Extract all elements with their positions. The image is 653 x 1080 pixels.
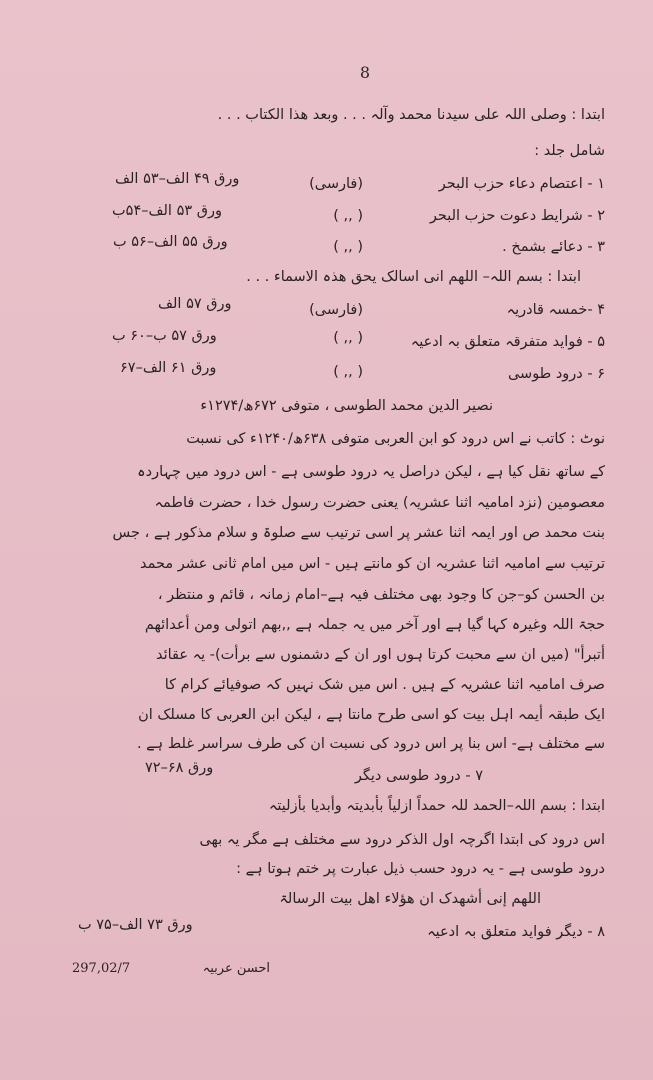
item-6-folio: ورق ۶۱ الف–۶۷ [120, 360, 217, 376]
author-line: نصیر الدین محمد الطوسی ، متوفی ۶۷۲ھ/۱۲۷۴ء [200, 398, 493, 414]
note-line-5: ترتیب سے امامیہ اثنا عشریہ ان کو مانتے ہیں - اس میں امام ثانی عشر محمد [140, 556, 605, 572]
item-6-lang: ( ,, ) [333, 364, 363, 380]
item-5-lang: ( ,, ) [333, 330, 363, 346]
item-1-lang: (فارسی) [309, 176, 363, 192]
para7-line-1: اس درود کی ابتدا اگرچہ اول الذکر درود سے مختلف ہے مگر یہ بھی [199, 832, 605, 848]
note-line-9: صرف امامیہ اثنا عشریہ کے ہیں . اس میں شک نہیں کہ صوفیائے کرام کا [164, 677, 605, 693]
note-line-11: سے مختلف ہے- اس بنا پر اس درود کی نسبت ان کی طرف سراسر غلط ہے . [136, 736, 605, 752]
note-line-6: بن الحسن کو–جن کا وجود بھی مختلف فیہ ہے–امام زمانہ ، قائم و منتظر ، [157, 587, 605, 603]
item-3-folio: ورق ۵۵ الف–۵۶ ب [113, 234, 228, 250]
footer-collection: احسن عربیہ [202, 961, 270, 976]
contains-label: شامل جلد : [534, 143, 605, 159]
note-line-1: نوٹ : کاتب نے اس درود کو ابن العربی متوفی ۶۳۸ھ/۱۲۴۰ء کی نسبت [186, 431, 605, 447]
item-2-lang: ( ,, ) [333, 208, 363, 224]
item-5-folio: ورق ۵۷ ب–۶۰ ب [112, 328, 217, 344]
item-1-title: ۱ - اعتصام دعاء حزب البحر [438, 176, 605, 192]
note-line-4: بنت محمد ص اور ایمہ اثنا عشر پر اسی ترتیب سے صلوۃ و سلام مذکور ہے ، جس [112, 525, 605, 541]
opening-item-3: ابتدا : بسم اللہ– اللھم انی اسالک یحق ھذہ الاسماء . . . [246, 269, 581, 285]
note-line-8: أتبرأ" (میں ان سے محبت کرتا ہوں اور ان کے دشمنوں سے برأت)- یہ عقائد [155, 647, 605, 663]
item-1-folio: ورق ۴۹ الف–۵۳ الف [115, 171, 240, 187]
para7-line-2: درود طوسی ہے - یہ درود حسب ذیل عبارت پر ختم ہوتا ہے : [236, 861, 605, 877]
item-3-lang: ( ,, ) [333, 239, 363, 255]
item-2-title: ۲ - شرایط دعوت حزب البحر [429, 208, 605, 224]
item-4-lang: (فارسی) [309, 302, 363, 318]
note-line-3: معصومین (نزد امامیہ اثنا عشریہ) یعنی حضرت رسول خدا ، حضرت فاطمہ [154, 495, 605, 511]
item-7-title: ۷ - درود طوسی دیگر [354, 768, 483, 784]
item-5-title: ۵ - فواید متفرقہ متعلق بہ ادعیہ [410, 334, 605, 350]
item-4-folio: ورق ۵۷ الف [158, 296, 232, 312]
item-8-folio: ورق ۷۳ الف–۷۵ ب [78, 917, 193, 933]
footer-shelfmark: 297,02/7 [72, 961, 131, 976]
item-7-folio: ورق ۶۸–۷۲ [145, 760, 214, 776]
item-2-folio: ورق ۵۳ الف–۵۴ب [112, 203, 223, 219]
item-6-title: ۶ - درود طوسی [507, 366, 605, 382]
note-line-7: حجۃ اللہ وغیرہ کہا گیا ہے اور آخر میں یہ جملہ ہے ,,بھم اتولی ومن أعدائھم [144, 617, 605, 633]
page-number: 8 [359, 63, 371, 82]
item-8-title: ۸ - دیگر فواید متعلق بہ ادعیہ [427, 924, 605, 940]
item-3-title: ۳ - دعائے بشمخ . [502, 239, 605, 255]
closing-quote: اللھم إنی أشھدک ان ھؤلاء اھل بیت الرسالۃ [279, 891, 541, 907]
note-line-2: کے ساتھ نقل کیا ہے ، لیکن دراصل یہ درود طوسی ہے - اس درود میں چہاردہ [137, 464, 605, 480]
item-4-title: ۴ -خمسہ قادریہ [506, 302, 605, 318]
opening-item-7: ابتدا : بسم اللہ–الحمد للہ حمداً ازلیاً بأبدیتہ وأبدیا بأزلیتہ [268, 798, 605, 814]
note-line-10: ایک طبقہ أیمہ اہل بیت کو اسی طرح مانتا ہے ، لیکن ابن العربی کا مسلک ان [138, 707, 605, 723]
opening-line: ابتدا : وصلی اللہ علی سیدنا محمد وآلہ . . . وبعد ھذا الکتاب . . . [217, 107, 605, 123]
